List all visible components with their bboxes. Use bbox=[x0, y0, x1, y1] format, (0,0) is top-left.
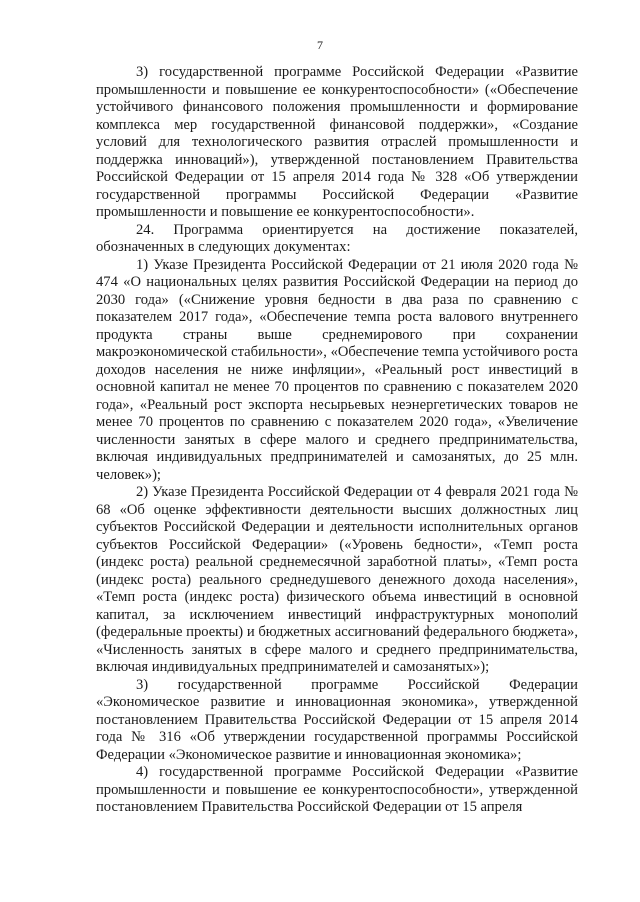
page-number: 7 bbox=[317, 38, 323, 52]
paragraph-item-3-industry-program: 3) государственной программе Российской Федерации «Развитие промышленности и повышение ее конкурентоспособности» («Обеспечение устойчивого финансового положения промышленности и формирование комплекса мер государственной финансовой поддержки», «Создание условий для технологического развития отраслей промышленности и поддержка инноваций»), утвержденной постановлением Правительства Российской Федерации от 15 апреля 2014 года № 328 «Об утверждении государственной программы Российской Федерации «Развитие промышленности и повышение ее конкурентоспособности». bbox=[96, 64, 578, 220]
paragraph-item-2-decree-68: 2) Указе Президента Российской Федерации от 4 февраля 2021 года № 68 «Об оценке эффективности деятельности высших должностных лиц субъектов Российской Федерации и деятельности исполнительных органов субъектов Российской Федерации» («Уровень бедности», «Темп роста (индекс роста) реальной среднемесячной заработной платы», «Темп роста (индекс роста) реального среднедушевого денежного дохода населения», «Темп роста (индекс роста) физического объема инвестиций в основной капитал, за исключением инвестиций инфраструктурных монополий (федеральные проекты) и бюджетных ассигнований федерального бюджета», «Численность занятых в сфере малого и среднего предпринимательства, включая индивидуальных предпринимателей и самозанятых»); bbox=[96, 484, 578, 675]
paragraph-item-1-decree-474: 1) Указе Президента Российской Федерации от 21 июля 2020 года № 474 «О национальных целях развития Российской Федерации на период до 2030 года» («Снижение уровня бедности в два раза по сравнению с показателем 2017 года», «Обеспечение темпа роста валового внутреннего продукта страны выше среднемирового при сохранении макроэкономической стабильности», «Обеспечение темпа устойчивого роста доходов населения не ниже инфляции», «Реальный рост инвестиций в основной капитал не менее 70 процентов по сравнению с показателем 2020 года», «Реальный рост экспорта несырьевых неэнергетических товаров не менее 70 процентов по сравнению с показателем 2020 года», «Увеличение численности занятых в сфере малого и среднего предпринимательства, включая индивидуальных предпринимателей и самозанятых, до 25 млн. человек»); bbox=[96, 256, 578, 483]
paragraph-item-3-economic-program: 3) государственной программе Российской Федерации «Экономическое развитие и инновационная экономика», утвержденной постановлением Правительства Российской Федерации от 15 апреля 2014 года № 316 «Об утверждении государственной программы Российской Федерации «Экономическое развитие и инновационная экономика»; bbox=[96, 676, 578, 763]
paragraph-section-24: 24. Программа ориентируется на достижение показателей, обозначенных в следующих документах: bbox=[96, 221, 578, 255]
document-body bbox=[96, 64, 578, 817]
paragraph-item-4-industry-program: 4) государственной программе Российской Федерации «Развитие промышленности и повышение ее конкурентоспособности», утвержденной постановлением Правительства Российской Федерации от 15 апреля bbox=[96, 764, 578, 815]
